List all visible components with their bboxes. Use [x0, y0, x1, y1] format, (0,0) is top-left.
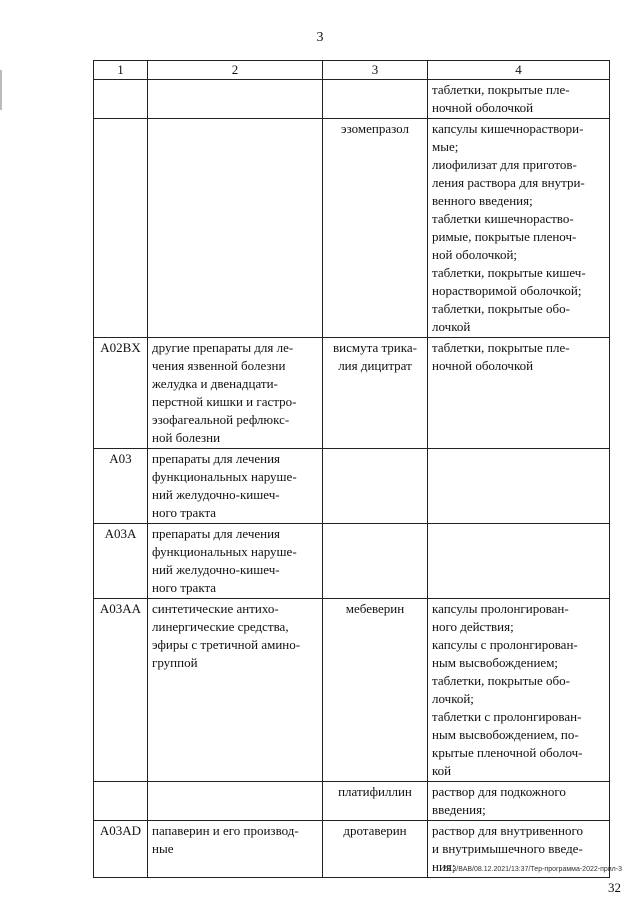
atc-group-cell — [148, 338, 323, 449]
atc-group-line: ний желудочно-кишеч- — [152, 487, 280, 502]
table-row — [94, 80, 610, 119]
atc-group-cell — [148, 80, 323, 119]
dosage-form-line: ной оболочкой; — [432, 247, 518, 262]
medication-table — [93, 60, 610, 878]
atc-group-line: функциональных наруше- — [152, 469, 297, 484]
atc-group-cell — [148, 449, 323, 524]
drug-name-cell — [323, 821, 428, 878]
atc-code-cell — [94, 80, 148, 119]
atc-code-cell: A03 — [94, 449, 148, 524]
dosage-form-line: и внутримышечного введе- — [432, 841, 583, 856]
atc-group-line: препараты для лечения — [152, 451, 281, 466]
dosage-form-cell — [428, 80, 610, 119]
table-row — [94, 524, 610, 599]
scan-edge-mark — [0, 70, 2, 110]
atc-group-line: линергические средства, — [152, 619, 289, 634]
atc-group-line: чения язвенной болезни — [152, 358, 286, 373]
drug-name-cell — [323, 524, 428, 599]
atc-code-cell: A03AD — [94, 821, 148, 878]
atc-group-line: синтетические антихо- — [152, 601, 279, 616]
atc-group-cell — [148, 599, 323, 782]
dosage-form-cell — [428, 449, 610, 524]
atc-code-cell — [94, 119, 148, 338]
atc-group-line: эзофагеальной рефлюкс- — [152, 412, 290, 427]
atc-group-line: перстной кишки и гастро- — [152, 394, 297, 409]
dosage-form-line: таблетки, покрытые пле- — [432, 340, 570, 355]
atc-code-cell: A03AA — [94, 599, 148, 782]
atc-group-line: ний желудочно-кишеч- — [152, 562, 280, 577]
table-body — [94, 80, 610, 878]
atc-group-cell — [148, 119, 323, 338]
dosage-form-line: ным высвобождением; — [432, 655, 559, 670]
dosage-form-line: таблетки, покрытые обо- — [432, 673, 570, 688]
dosage-form-line: раствор для подкожного — [432, 784, 566, 799]
column-header-4: 4 — [428, 61, 610, 80]
atc-group-cell — [148, 524, 323, 599]
dosage-form-line: таблетки, покрытые пле- — [432, 82, 570, 97]
page-number-bottom: 32 — [608, 880, 621, 895]
dosage-form-line: ния; — [432, 859, 456, 874]
dosage-form-line: ночной оболочкой — [432, 100, 534, 115]
atc-code-cell: A02BX — [94, 338, 148, 449]
drug-name-cell — [323, 599, 428, 782]
table-header-row — [94, 61, 610, 80]
drug-name-line: висмута трика- — [333, 340, 417, 355]
dosage-form-cell — [428, 782, 610, 821]
dosage-form-line: лочкой — [432, 319, 471, 334]
drug-name-cell — [323, 782, 428, 821]
drug-name-cell — [323, 119, 428, 338]
drug-name-cell — [323, 449, 428, 524]
dosage-form-cell — [428, 599, 610, 782]
dosage-form-line: капсулы кишечнораствори- — [432, 121, 584, 136]
dosage-form-line: ного действия; — [432, 619, 514, 634]
table-row — [94, 449, 610, 524]
dosage-form-line: крытые пленочной оболоч- — [432, 745, 583, 760]
drug-name-cell — [323, 338, 428, 449]
dosage-form-line: таблетки с пролонгирован- — [432, 709, 582, 724]
dosage-form-line: венного введения; — [432, 193, 533, 208]
dosage-form-line: ления раствора для внутри- — [432, 175, 585, 190]
column-header-2: 2 — [148, 61, 323, 80]
dosage-form-line: таблетки, покрытые обо- — [432, 301, 570, 316]
dosage-form-line: таблетки кишечнораство- — [432, 211, 574, 226]
atc-group-line: ные — [152, 841, 174, 856]
atc-group-line: группой — [152, 655, 198, 670]
table-row — [94, 599, 610, 782]
atc-code-cell — [94, 782, 148, 821]
page-number-top: 3 — [316, 30, 324, 45]
dosage-form-line: лиофилизат для приготов- — [432, 157, 577, 172]
table-row — [94, 782, 610, 821]
atc-group-line: желудка и двенадцати- — [152, 376, 278, 391]
atc-group-line: папаверин и его производ- — [152, 823, 299, 838]
dosage-form-line: мые; — [432, 139, 459, 154]
dosage-form-line: ночной оболочкой — [432, 358, 534, 373]
atc-group-cell — [148, 782, 323, 821]
drug-name-line: мебеверин — [345, 601, 405, 616]
atc-group-line: ного тракта — [152, 505, 217, 520]
document-footer-id: 20.3/ВАВ/08.12.2021/13:37/Тер-программа-2022-прил-3 — [442, 866, 622, 873]
dosage-form-line: введения; — [432, 802, 486, 817]
column-header-3: 3 — [323, 61, 428, 80]
atc-group-line: другие препараты для ле- — [152, 340, 294, 355]
dosage-form-cell — [428, 119, 610, 338]
dosage-form-line: лочкой; — [432, 691, 474, 706]
dosage-form-line: таблетки, покрытые кишеч- — [432, 265, 586, 280]
dosage-form-line: кой — [432, 763, 452, 778]
dosage-form-cell — [428, 524, 610, 599]
table-row — [94, 119, 610, 338]
atc-group-line: ной болезни — [152, 430, 221, 445]
dosage-form-cell — [428, 338, 610, 449]
column-header-1: 1 — [94, 61, 148, 80]
dosage-form-line: капсулы с пролонгирован- — [432, 637, 578, 652]
atc-group-line: эфиры с третичной амино- — [152, 637, 301, 652]
dosage-form-line: ным высвобождением, по- — [432, 727, 579, 742]
table-row — [94, 338, 610, 449]
dosage-form-line: раствор для внутривенного — [432, 823, 583, 838]
drug-name-line: платифиллин — [338, 784, 412, 799]
drug-name-cell — [323, 80, 428, 119]
atc-group-line: препараты для лечения — [152, 526, 281, 541]
atc-group-cell — [148, 821, 323, 878]
atc-group-line: ного тракта — [152, 580, 217, 595]
drug-name-line: дротаверин — [343, 823, 407, 838]
drug-name-line: лия дицитрат — [338, 358, 412, 373]
dosage-form-line: римые, покрытые пленоч- — [432, 229, 577, 244]
dosage-form-line: норастворимой оболочкой; — [432, 283, 582, 298]
drug-name-line: эзомепразол — [341, 121, 409, 136]
atc-code-cell: A03A — [94, 524, 148, 599]
atc-group-line: функциональных наруше- — [152, 544, 297, 559]
dosage-form-line: капсулы пролонгирован- — [432, 601, 569, 616]
